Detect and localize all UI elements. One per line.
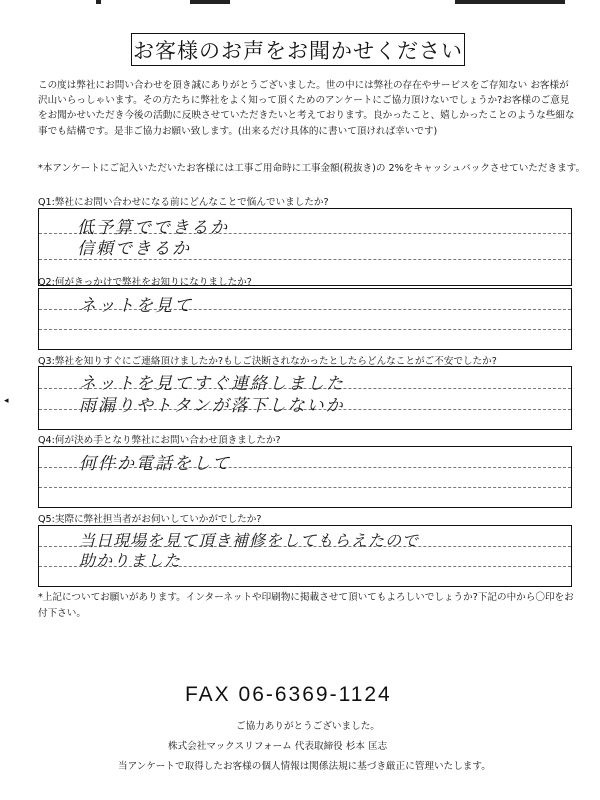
fax-number: FAX 06-6369-1124 (185, 683, 392, 706)
side-marker-icon: ◂ (4, 396, 9, 406)
question-3-label: Q3:弊社を知りすぐにご連絡頂けましたか?もしご決断されなかったとしたらどんなことがご不安でしたか? (38, 356, 497, 367)
answer-rule (39, 487, 571, 488)
company-signature: 株式会社マックスリフォーム 代表取締役 杉本 匡志 (168, 741, 388, 752)
page-title (131, 33, 465, 66)
question-3-answer-line-2: 雨漏りやトタンが落下しないか (79, 396, 345, 416)
question-5-answer-box (38, 525, 572, 587)
question-4-label: Q4:何が決め手となり弊社にお問い合わせ頂きましたか? (38, 435, 281, 446)
thanks-text: ご協力ありがとうございました。 (236, 721, 380, 732)
question-4-answer-line-1: 何件か電話をして (79, 454, 231, 474)
intro-paragraph: この度は弊社にお問い合わせを頂き誠にありがとうございました。世の中には弊社の存在やサービスをご存知ない お客様が沢山いらっしゃいます。その方たちに弊社をよく知って頂くためのアンケートにご協力頂けないでしょうか?お客様のご意見をお聞かせいただき今後の活動に反映させていただきたいと考えております。良かったこと、嬉しかったことのような些細な事でも結構です。是非ご協力お願い致します。(出来るだけ具体的に書いて頂ければ幸いです) (38, 80, 575, 137)
answer-rule (39, 329, 571, 330)
cashback-note: *本アンケートにご記入いただいたお客様には工事ご用命時に工事金額(税抜き)の 2%をキャッシュバックさせていただきます。 (38, 163, 586, 174)
question-2-answer-box (38, 288, 572, 350)
question-2-answer-line-1: ネットを見て (79, 296, 193, 316)
scan-edge-mark-2 (190, 0, 230, 4)
question-2-label: Q2:何がきっかけで弊社をお知りになりましたか? (38, 277, 252, 288)
question-1-answer-line-2: 信頼できるか (77, 239, 191, 259)
question-1-label: Q1:弊社にお問い合わせになる前にどんなことで悩んでいましたか? (38, 197, 329, 208)
question-5-answer-line-2: 助かりました (79, 551, 182, 570)
question-3-answer-box (38, 366, 572, 430)
scan-edge-mark-1 (96, 0, 101, 4)
question-3-answer-line-1: ネットを見てすぐ連絡しました (79, 374, 345, 394)
question-1-answer-line-1: 低予算でできるか (77, 218, 229, 238)
answer-rule (39, 259, 571, 260)
question-4-answer-box (38, 446, 572, 508)
question-5-answer-line-1: 当日現場を見て頂き補修をしてもらえたので (79, 531, 420, 550)
privacy-statement: 当アンケートで取得したお客様の個人情報は関係法規に基づき厳正に管理いたします。 (118, 761, 491, 772)
publication-request: *上記についてお願いがあります。インターネットや印刷物に掲載させて頂いてもよろしいでしょうか?下記の中から〇印をお付下さい。 (38, 592, 574, 619)
page-title-text: お客様のお声をお聞かせください (133, 38, 463, 63)
scan-edge-mark-3 (455, 0, 565, 4)
question-5-label: Q5:実際に弊社担当者がお伺いしていかがでしたか? (38, 514, 262, 525)
